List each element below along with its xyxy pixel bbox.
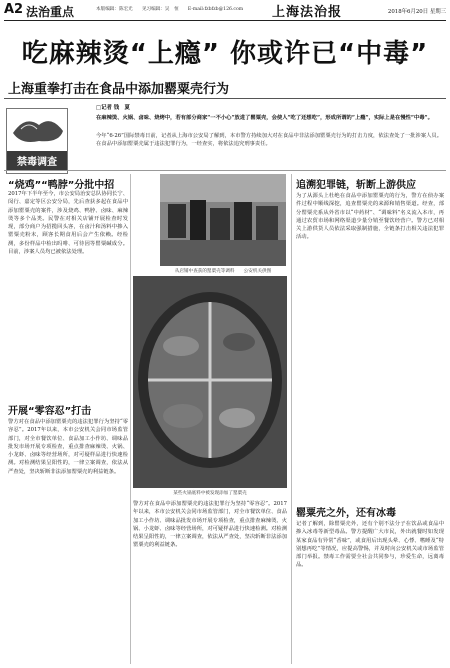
section-body-3: 为了从源头上杜绝在食品中添加罂粟壳的行为，警方在侦办案件过程中顺线深挖，追查罂粟壳的来源和销售渠道。经查，部分罂粟壳系从外省市以“中药材”、“调味料”名义流入本市，再通过农贸市场和网络渠道少量分销至餐饮经营户。警方已对相关上游供货人员依法采取强制措施，全链条打击相关违法犯罪活动。 [296, 193, 444, 241]
jars-illustration [160, 174, 286, 266]
column-rule-left [130, 174, 131, 664]
page-number: A2 [4, 2, 24, 17]
hotpot-illustration [133, 276, 287, 488]
badge-illustration [7, 111, 67, 151]
newspaper-logo: 上海法治报 [272, 5, 343, 20]
intro-body: 今年“6·26”国际禁毒日前，记者从上海市公安局了解到，本市警方持续加大对在食品中非法添加罂粟壳行为的打击力度，依法查处了一批涉案人员。在食品中添加罂粟壳属于违法犯罪行为，一经查实，将依法追究刑事责任。 [96, 133, 442, 148]
section-title-1: “烧鸡”“鸭脖”分批中招 [8, 180, 115, 191]
badge-title: 禁毒调查 [7, 151, 67, 170]
column-rule-right [291, 174, 292, 664]
sub-headline: 上海重拳打击在食品中添加罂粟壳行为 [8, 82, 230, 97]
section-title: 法治重点 [26, 5, 75, 19]
badge-box [6, 108, 68, 174]
section-title-3: 追溯犯罪链，斩断上游供应 [296, 180, 416, 191]
intro-lead: 在麻辣烫、火锅、卤味、烧烤中，若有部分商家“一不小心”放进了罂粟壳，会使人“吃了还想吃”，形成所谓的“上瘾”，实际上是在慢性“中毒”。 [96, 115, 433, 121]
section-title-4: 罂粟壳之外，还有冰毒 [296, 508, 396, 519]
caption-main-photo: 某些火锅底料中被发现添加了罂粟壳 [173, 491, 247, 496]
main-headline: 吃麻辣烫“上瘾” 你或许已“中毒” [21, 39, 429, 69]
section-body-1: 2017年下半年至今，市公安局治安总队协同长宁、闵行、嘉定等区公安分局，先后查获多起在食品中添加罂粟壳的案件，涉及烧鸡、鸭脖、卤味、麻辣烫等多个品类。民警在对相关店铺开展检查时发现，部分商户为招揽回头客，在卤汁和汤料中掺入罂粟壳粉末，顾客长期食用后会产生依赖。经检测，多份样品中检出吗啡、可待因等罂粟碱成分。目前，涉案人员均已被依法处理。 [8, 191, 128, 256]
section-body-2-cont: 警方对在食品中添加罂粟壳的违法犯罪行为坚持“零容忍”。2017年以来，本市公安机关会同市场监管部门，对全市餐饮单位、食品加工小作坊、调味品批发市场开展专项检查，重点排查麻辣烫、火锅、小龙虾、卤味等经营场所，对可疑样品进行快速检测。对检测结果呈阳性的，一律立案调查，依法从严查处，坚决斩断非法添加罂粟壳的利益链条。 [133, 501, 287, 549]
caption-top-photo: 从店铺中查获的罂粟壳等调料 公安机关供图 [174, 269, 272, 274]
page-header [4, 2, 446, 21]
editor-info: 本版编辑：陈宏光 见习编辑：吴 恒 E-mail:fzbfzb@126.com [96, 7, 244, 12]
seized-seasoning-photo [160, 174, 286, 266]
headline-rule [4, 98, 446, 99]
photo-rule [4, 170, 446, 171]
hotpot-photo [133, 276, 287, 488]
section-body-2: 警方对在食品中添加罂粟壳的违法犯罪行为坚持“零容忍”。2017年以来，本市公安机关会同市场监管部门，对全市餐饮单位、食品加工小作坊、调味品批发市场开展专项检查，重点排查麻辣烫、火锅、小龙虾、卤味等经营场所，对可疑样品进行快速检测。对检测结果呈阳性的，一律立案调查，依法从严查处，坚决斩断非法添加罂粟壳的利益链条。 [8, 419, 128, 475]
reporter-byline: □记者 钱 夏 [96, 105, 130, 111]
issue-date: 2018年6月20日 星期三 [387, 9, 446, 15]
section-body-4: 记者了解到，除罂粟壳外，还有个别不法分子在饮品或食品中掺入冰毒等新型毒品。警方提醒广大市民，外出就餐时如发现某家食品有异常“香味”，或食用后出现头晕、心悸、嗜睡及“特别想再吃”等情况，应提高警惕，并及时向公安机关或市场监管部门举报。禁毒工作需要全社会共同参与，珍爱生命，远离毒品。 [296, 521, 444, 569]
section-title-2: 开展“零容忍”打击 [8, 406, 92, 417]
